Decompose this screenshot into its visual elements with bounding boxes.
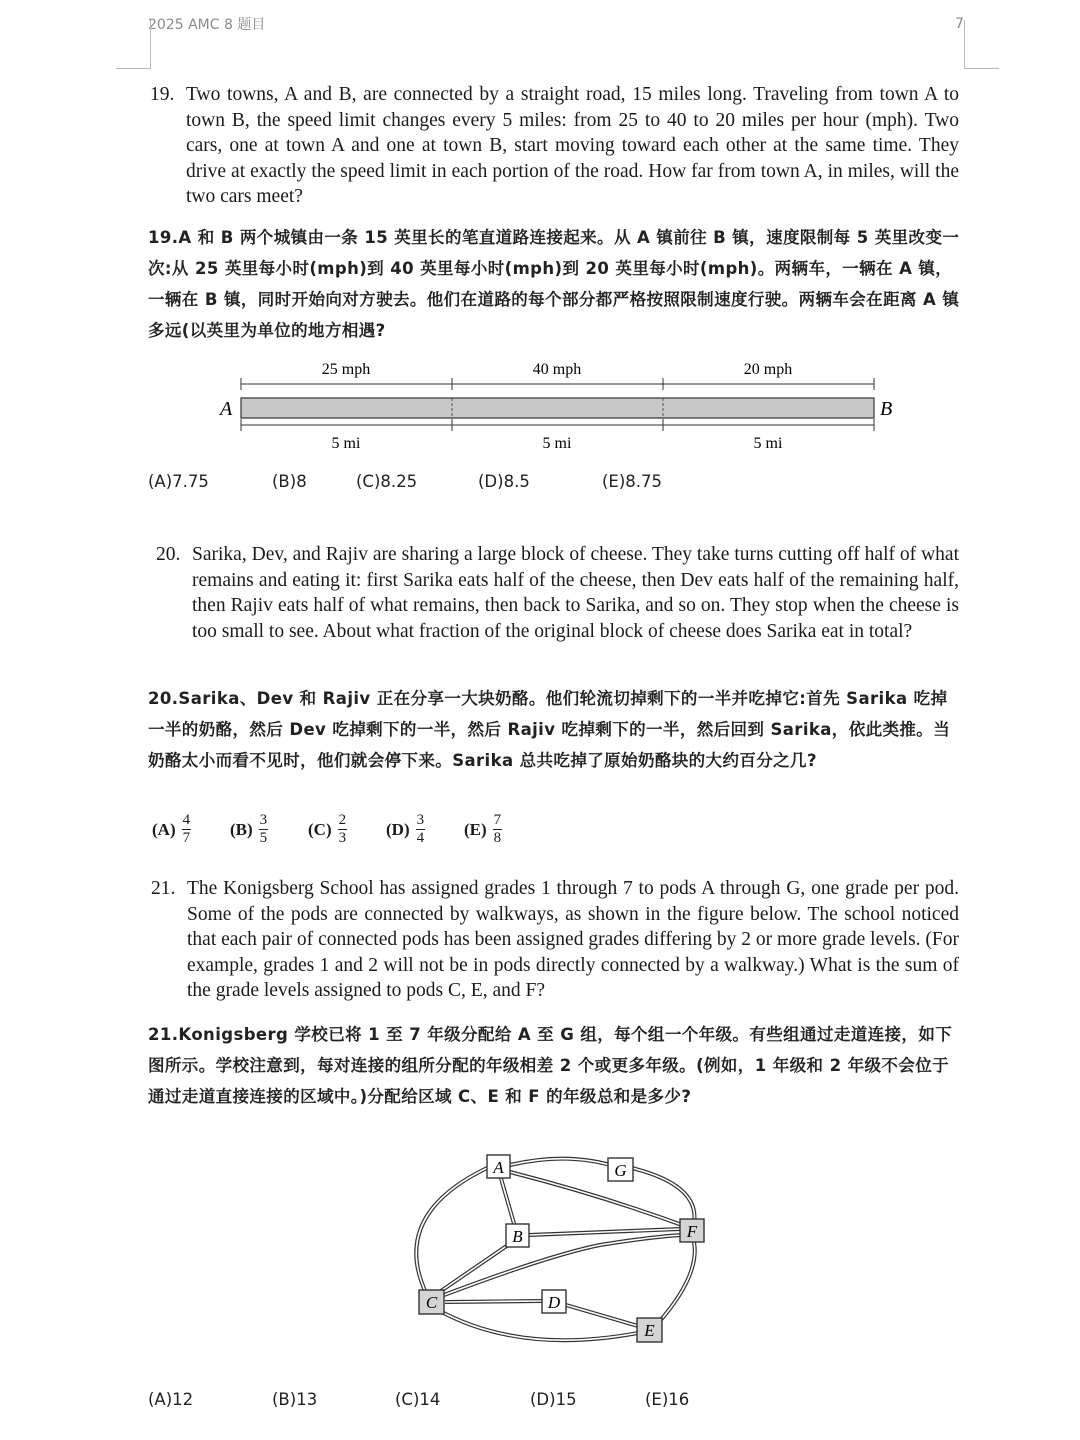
- q19-choices: [148, 472, 948, 494]
- q19-road-diagram: [210, 352, 910, 462]
- q20-text-en: Sarika, Dev, and Rajiv are sharing a large block of cheese. They take turns cutting off half of what remains and eating it: first Sarika eats half of the cheese, then Dev eats half of the remaining half, then Rajiv eats half of what remains, then back to Sarika, and so on. They stop when the cheese is too small to see. About what fraction of the original block of cheese does Sarika eat in total?: [192, 544, 959, 642]
- q20-choice-b-label: (B): [230, 819, 253, 839]
- q21-choice-a[interactable]: (A)12: [148, 1390, 194, 1409]
- q20-choice-b[interactable]: [230, 812, 268, 847]
- q21-text-en: The Konigsberg School has assigned grades 1 through 7 to pods A through G, one grade per pod. Some of the pods are connected by walkways, as shown in the figure below. The school noticed that each pair of connected pods has been assigned grades differing by 2 or more grade levels. (For example, grades 1 and 2 will not be in pods directly connected by a walkway.) What is the sum of the grade levels assigned to pods C, E, and F?: [187, 878, 959, 1001]
- speed-label-1: 25 mph: [321, 361, 371, 378]
- q19-choice-a[interactable]: (A)7.75: [148, 472, 209, 491]
- pod-g-label: G: [614, 1161, 627, 1180]
- q20-choice-c-label: (C): [308, 819, 332, 839]
- town-a-label: A: [220, 398, 233, 420]
- pod-a-label: A: [493, 1158, 504, 1177]
- pod-c: [419, 1290, 444, 1314]
- page-number: 7: [955, 16, 964, 32]
- q20-choice-d-fraction: [416, 812, 426, 847]
- q20-choice-d[interactable]: [386, 812, 425, 847]
- q20-choice-e[interactable]: [464, 812, 502, 847]
- road-bar: [241, 398, 874, 418]
- pod-b-label: B: [512, 1227, 523, 1246]
- corner-mark-left: [116, 20, 151, 69]
- q19-chinese: 19.A 和 B 两个城镇由一条 15 英里长的笔直道路连接起来。从 A 镇前往 B 镇，速度限制每 5 英里改变一次:从 25 英里每小时(mph)到 40 英里每小时(mph)到 20 英里每小时(mph)。两辆车，一辆在 A 镇，一辆在 B 镇，同时开始向对方驶去。他们在道路的每个部分都严格按照限制速度行驶。两辆车会在距离 A 镇多远(以英里为单位的地方相遇?: [148, 228, 960, 340]
- q19-number: 19.: [150, 84, 175, 105]
- denominator: 3: [338, 830, 347, 846]
- denominator: 4: [416, 830, 425, 846]
- speed-label-2: 40 mph: [532, 361, 582, 378]
- walkway-a-c: [416, 1168, 487, 1293]
- distance-label-3: 5 mi: [753, 435, 783, 452]
- pod-a: [487, 1155, 510, 1178]
- q19-choice-b[interactable]: (B)8: [272, 472, 307, 491]
- q21-choice-c[interactable]: (C)14: [395, 1390, 441, 1409]
- pod-e: [637, 1318, 662, 1342]
- pod-c-label: C: [425, 1293, 438, 1312]
- q21-chinese: 21.Konigsberg 学校已将 1 至 7 年级分配给 A 至 G 组，每个组一个年级。有些组通过走道连接，如下图所示。学校注意到，每对连接的组所分配的年级相差 2 个或更多年级。(例如，1 年级和 2 年级不会位于通过走道直接连接的区域中。)分配给区域 C、E 和 F 的年级总和是多少?: [148, 1025, 953, 1106]
- distance-label-2: 5 mi: [542, 435, 572, 452]
- denominator: 5: [259, 830, 268, 846]
- q20-choice-b-fraction: [259, 812, 269, 847]
- town-b-label: B: [880, 398, 893, 420]
- walkway-a-f: [510, 1172, 682, 1225]
- q20-chinese: 20.Sarika、Dev 和 Rajiv 正在分享一大块奶酪。他们轮流切掉剩下的一半并吃掉它:首先 Sarika 吃掉一半的奶酪，然后 Dev 吃掉剩下的一半，然后 Rajiv 吃掉剩下的一半，然后回到 Sarika，依此类推。当奶酪太小而看不见时，他们就会停下来。Sarika 总共吃掉了原始奶酪块的大约百分之几?: [148, 689, 951, 770]
- pod-d-label: D: [547, 1293, 561, 1312]
- numerator: 3: [259, 812, 268, 828]
- q21-choice-d[interactable]: (D)15: [530, 1390, 577, 1409]
- walkway-g-f: [632, 1168, 694, 1223]
- pod-d: [542, 1290, 566, 1313]
- q20-choice-a-fraction: [182, 812, 192, 847]
- distance-ruler: [241, 419, 874, 431]
- q20-choices: [152, 812, 552, 858]
- q20-choice-d-label: (D): [386, 819, 410, 839]
- q20-choice-a[interactable]: [152, 812, 191, 847]
- numerator: 4: [182, 812, 191, 828]
- denominator: 7: [182, 830, 191, 846]
- pod-e-label: E: [644, 1321, 655, 1340]
- q19-choice-d[interactable]: (D)8.5: [478, 472, 530, 491]
- q21-choice-e[interactable]: (E)16: [645, 1390, 690, 1409]
- speed-label-3: 20 mph: [743, 361, 793, 378]
- distance-label-1: 5 mi: [331, 435, 361, 452]
- q19-choice-c[interactable]: (C)8.25: [356, 472, 418, 491]
- pod-f-label: F: [686, 1222, 698, 1241]
- numerator: 3: [416, 812, 425, 828]
- q21-choice-b[interactable]: (B)13: [272, 1390, 318, 1409]
- q20-choice-e-label: (E): [464, 819, 487, 839]
- q19-english: [150, 82, 959, 210]
- q19-choice-e[interactable]: (E)8.75: [602, 472, 663, 491]
- q21-pod-graph: [400, 1145, 730, 1355]
- q19-text-en: Two towns, A and B, are connected by a straight road, 15 miles long. Traveling from town A to town B, the speed limit changes every 5 miles: from 25 to 40 to 20 miles per hour (mph). Two cars, one at town A and one at town B, start moving toward each other at the same time. They drive at exactly the speed limit in each portion of the road. How far from town A, in miles, will the two cars meet?: [186, 84, 959, 207]
- walkway-c-e: [438, 1310, 638, 1340]
- corner-mark-right: [964, 20, 999, 69]
- q20-choice-e-fraction: [493, 812, 503, 847]
- q20-english: [156, 542, 959, 644]
- header-title: 2025 AMC 8 题目: [148, 17, 266, 33]
- q20-choice-c[interactable]: [308, 812, 347, 847]
- q20-choice-c-fraction: [338, 812, 348, 847]
- q20-number: 20.: [156, 544, 181, 565]
- pod-g: [608, 1158, 633, 1181]
- denominator: 8: [493, 830, 502, 846]
- q21-number: 21.: [151, 878, 176, 899]
- speed-ruler: [241, 378, 874, 390]
- pod-f: [680, 1219, 704, 1242]
- pod-b: [506, 1224, 529, 1247]
- q20-choice-a-label: (A): [152, 819, 176, 839]
- numerator: 2: [338, 812, 347, 828]
- walkway-e-f: [659, 1242, 695, 1322]
- q21-english: [151, 876, 959, 1004]
- numerator: 7: [493, 812, 502, 828]
- q21-choices: [148, 1390, 948, 1412]
